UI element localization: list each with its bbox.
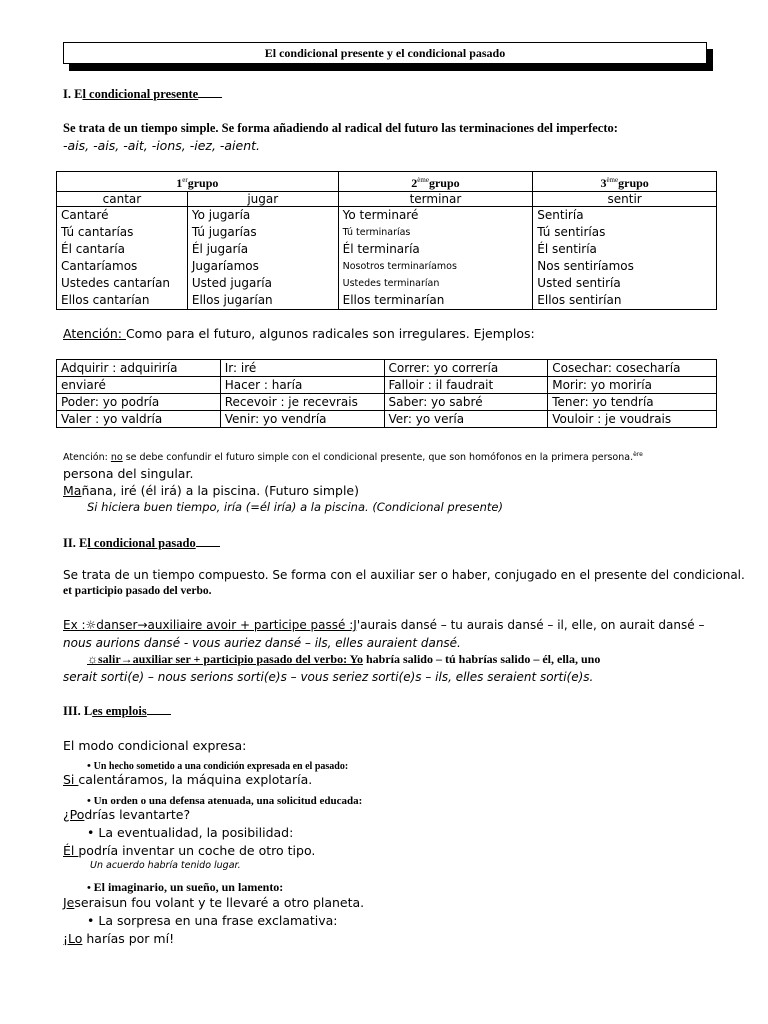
bullet-icon: • xyxy=(87,913,99,928)
example-danser-rest: 'aurais dansé – tu aurais dansé – il, elle, on aurait dansé – xyxy=(356,618,705,632)
group-header-row xyxy=(57,172,717,192)
section-2-heading xyxy=(63,536,220,551)
section-2-heading-title: l condicional pasado xyxy=(87,536,196,550)
conjugation-cell: Tú jugarías xyxy=(191,225,257,239)
heading-underline-blank xyxy=(196,536,220,547)
example-rest: podría inventar un coche de otro tipo. xyxy=(78,843,316,858)
conjugation-cell: Ellos terminarían xyxy=(342,293,445,307)
table-cell: enviaré xyxy=(57,377,221,394)
bullet-icon: • xyxy=(87,825,99,840)
example-future xyxy=(63,483,359,498)
example-underlined: Él xyxy=(63,843,79,858)
table-cell: Saber: yo sabré xyxy=(384,394,548,411)
conjugation-column-cantar xyxy=(57,207,188,310)
heading-underline-blank xyxy=(198,87,222,98)
table-cell: Correr: yo correría xyxy=(384,360,548,377)
conjugation-cell: Ustedes terminarían xyxy=(342,278,440,289)
table-cell: Morir: yo moriría xyxy=(548,377,717,394)
table-row xyxy=(57,360,717,377)
bullet-text: Un orden o una defensa atenuada, una solicitud educada: xyxy=(93,795,363,807)
example-sentence xyxy=(63,931,174,946)
table-cell: Poder: yo podría xyxy=(57,394,221,411)
bullet-text: La sorpresa en una frase exclamativa: xyxy=(98,913,338,928)
example-sentence xyxy=(63,807,190,822)
group-2-header: 2èmegrupo xyxy=(338,172,533,192)
conjugation-cell: Él sentiría xyxy=(537,242,597,256)
section-3-heading-title: es emplois xyxy=(92,704,147,718)
table-cell: Vouloir : je voudrais xyxy=(548,411,717,428)
conjugation-cell: Él terminaría xyxy=(342,242,420,256)
conjugation-cell: Cantaré xyxy=(61,208,109,222)
conjugation-cell: Ellos jugarían xyxy=(191,293,273,307)
example-future-rest: ñana, iré (él irá) a la piscina. (Futuro simple) xyxy=(81,483,359,498)
table-cell: Tener: yo tendría xyxy=(548,394,717,411)
bullet-item xyxy=(87,878,283,896)
table-cell: Venir: yo vendría xyxy=(220,411,384,428)
conjugation-cell: Ustedes cantarían xyxy=(61,276,171,290)
bullet-item xyxy=(87,913,337,928)
note-text: se debe confundir el futuro simple con el condicional presente, que son homófonos en la primera persona. xyxy=(122,452,634,464)
conjugation-cell: Cantaríamos xyxy=(61,259,138,273)
bullet-text: El imaginario, un sueño, un lamento: xyxy=(93,880,284,894)
section-1-intro: Se trata de un tiempo simple. Se forma añadiendo al radical del futuro las terminaciones del imperfecto: xyxy=(63,121,618,135)
atencion-line xyxy=(63,326,535,341)
note-line xyxy=(63,451,733,463)
section-1-heading xyxy=(63,87,222,102)
conjugation-cell: Ellos cantarían xyxy=(61,293,150,307)
section-3-heading xyxy=(63,704,171,719)
conjugation-cell: Él cantaría xyxy=(61,242,125,256)
example-future-underlined: Ma xyxy=(63,483,82,498)
table-cell: Hacer : haría xyxy=(220,377,384,394)
irregular-verbs-table xyxy=(56,359,717,428)
table-cell: Valer : yo valdría xyxy=(57,411,221,428)
section-2-intro-bold: et participio pasado del verbo. xyxy=(63,585,212,597)
table-cell: Falloir : il faudrait xyxy=(384,377,548,394)
conjugation-cell: Tú terminarías xyxy=(342,227,411,238)
example-rest: drías levantarte? xyxy=(84,807,191,822)
conjugation-cell: Usted sentiría xyxy=(537,276,621,290)
example-sentence-small: Un acuerdo habría tenido lugar. xyxy=(90,860,241,871)
example-rest: seraisun fou volant y te llevaré a otro planeta. xyxy=(74,895,365,910)
endings-list: -ais, -ais, -ait, -ions, -iez, -aient. xyxy=(63,138,261,153)
table-row xyxy=(57,411,717,428)
note-sup: ère xyxy=(633,451,643,458)
conjugation-cell: Sentiría xyxy=(537,208,584,222)
example-danser-line-1 xyxy=(63,618,704,632)
table-cell: Ver: yo vería xyxy=(384,411,548,428)
bullet-icon: • xyxy=(87,882,94,894)
section-3-heading-prefix: III. L xyxy=(63,704,93,718)
heading-underline-blank xyxy=(147,704,171,715)
verb-header: terminar xyxy=(338,192,533,207)
table-cell: Ir: iré xyxy=(220,360,384,377)
table-row xyxy=(57,394,717,411)
example-salir-line-1 xyxy=(87,652,600,667)
group-3-header: 3èmegrupo xyxy=(533,172,717,192)
section-1-heading-prefix: I. E xyxy=(63,87,83,101)
verb-header-row xyxy=(57,192,717,207)
conjugation-cell: Tú sentirías xyxy=(537,225,606,239)
conjugation-cell: Nos sentiríamos xyxy=(537,259,634,273)
bullet-text: Un hecho sometido a una condición expresada en el pasado: xyxy=(93,761,349,772)
conjugation-column-sentir xyxy=(533,207,717,310)
example-rest: calentáramos, la máquina explotaría. xyxy=(78,772,313,787)
section-2-heading-prefix: II. E xyxy=(63,536,88,550)
conjugation-cell: Yo terminaré xyxy=(342,208,419,222)
example-underlined: ¡Lo xyxy=(63,931,83,946)
example-rest: harías por mí! xyxy=(82,931,175,946)
example-conditional: Si hiciera buen tiempo, iría (=él iría) a la piscina. (Condicional presente) xyxy=(87,500,503,514)
conjugation-body-row xyxy=(57,207,717,310)
bullet-icon: • xyxy=(87,795,94,807)
example-salir-rest: habría salido – tú habrías salido – él, ella, uno xyxy=(362,652,601,666)
example-underlined: Si xyxy=(63,772,79,787)
bullet-icon: • xyxy=(87,760,94,772)
verb-header: jugar xyxy=(187,192,338,207)
example-sentence xyxy=(63,843,315,858)
conjugation-cell: Yo jugaría xyxy=(191,208,251,222)
table-cell: Cosechar: cosecharía xyxy=(548,360,717,377)
bullet-item xyxy=(87,825,293,840)
verb-header: sentir xyxy=(533,192,717,207)
example-danser-underlined: Ex :☼danser→auxiliaire avoir + participe passé :J xyxy=(63,618,357,632)
bullet-text: La eventualidad, la posibilidad: xyxy=(98,825,294,840)
conjugation-table xyxy=(56,171,717,310)
example-underlined: ¿Po xyxy=(63,807,85,822)
example-salir-underlined: ☼salir→auxiliar ser + participio pasado del verbo: Yo xyxy=(87,652,363,666)
table-row xyxy=(57,377,717,394)
example-salir-line-2: serait sorti(e) – nous serions sorti(e)s – vous seriez sorti(e)s – ils, elles seraient sorti(e)s. xyxy=(63,670,594,684)
conjugation-cell: Tú cantarías xyxy=(61,225,134,239)
atencion-label: Atención: xyxy=(63,326,126,341)
group-1-header: 1ergrupo xyxy=(57,172,339,192)
atencion-text: Como para el futuro, algunos radicales son irregulares. Ejemplos: xyxy=(125,326,535,341)
example-danser-line-2: nous aurions dansé - vous auriez dansé – ils, elles auraient dansé. xyxy=(63,636,461,650)
conjugation-cell: Nosotros terminaríamos xyxy=(342,261,457,272)
section-1-heading-title: l condicional presente xyxy=(82,87,199,101)
conjugation-column-jugar xyxy=(187,207,338,310)
note-line-2: persona del singular. xyxy=(63,466,194,481)
conjugation-column-terminar xyxy=(338,207,533,310)
table-cell: Recevoir : je recevrais xyxy=(220,394,384,411)
section-3-intro: El modo condicional expresa: xyxy=(63,738,247,753)
example-sentence xyxy=(63,895,364,910)
example-underlined: Je xyxy=(63,895,75,910)
note-no: no xyxy=(110,452,123,464)
note-prefix: Atención: xyxy=(63,452,111,464)
verb-header: cantar xyxy=(57,192,188,207)
table-cell: Adquirir : adquiriría xyxy=(57,360,221,377)
conjugation-cell: Usted jugaría xyxy=(191,276,272,290)
conjugation-cell: Él jugaría xyxy=(191,242,249,256)
example-sentence xyxy=(63,772,312,787)
conjugation-cell: Ellos sentirían xyxy=(537,293,622,307)
conjugation-cell: Jugaríamos xyxy=(191,259,259,273)
section-2-intro: Se trata de un tiempo compuesto. Se forma con el auxiliar ser o haber, conjugado en el presente del condicional. xyxy=(63,568,745,582)
document-title: El condicional presente y el condicional pasado xyxy=(63,42,707,64)
